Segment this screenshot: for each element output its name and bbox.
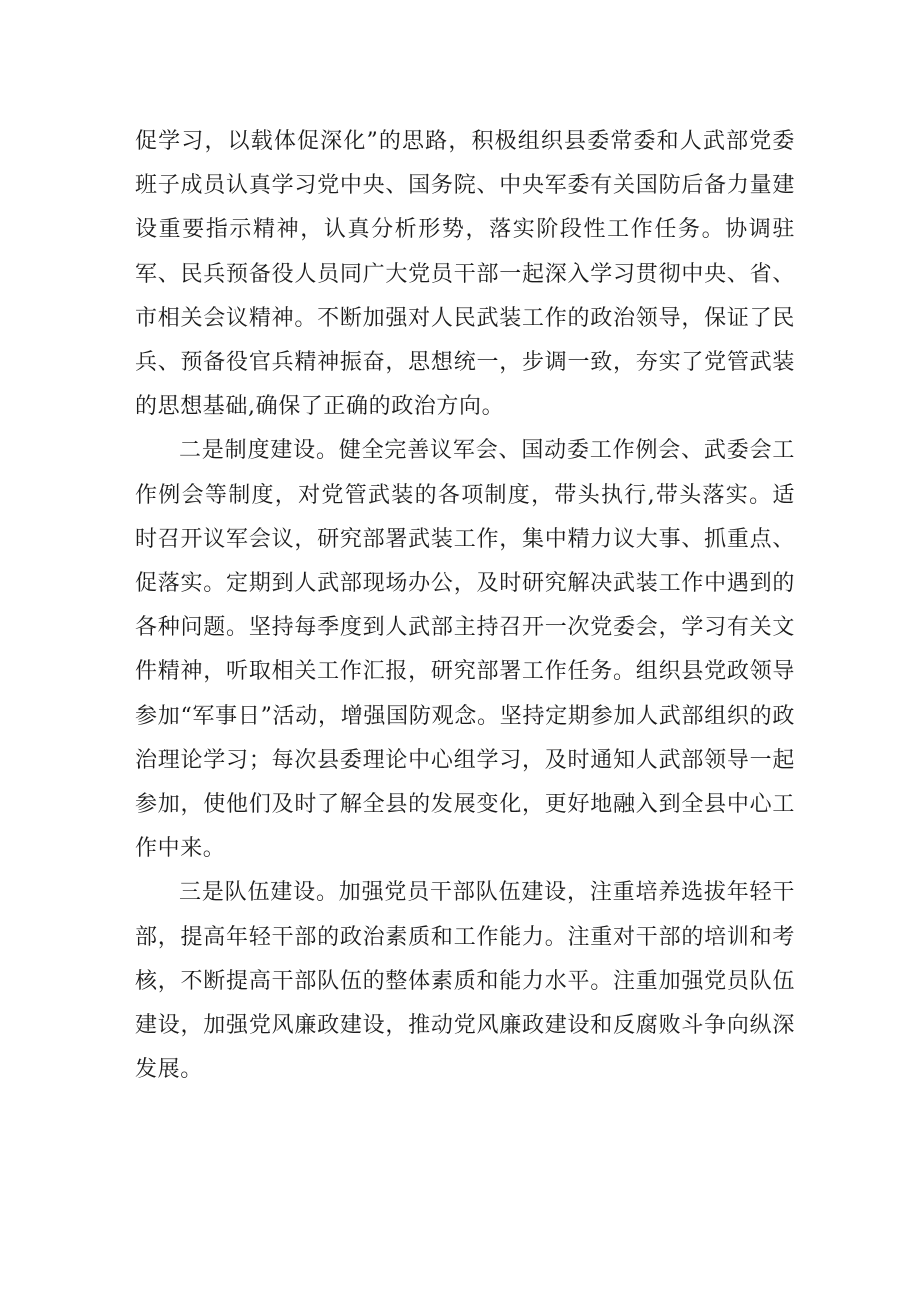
paragraph-study-continuation: 促学习，以载体促深化”的思路，积极组织县委常委和人武部党委班子成员认真学习党中央、国务院、中央军委有关国防后备力量建设重要指示精神，认真分析形势，落实阶段性工作任务。协调驻军、民兵预备役人员同广大党员干部一起深入学习贯彻中央、省、市相关会议精神。不断加强对人民武装工作的政治领导，保证了民兵、预备役官兵精神振奋，思想统一，步调一致，夯实了党管武装的思想基础,确保了正确的政治方向。	[135, 129, 795, 420]
paragraph-system-building: 二是制度建设。健全完善议军会、国动委工作例会、武委会工作例会等制度，对党管武装的各项制度，带头执行,带头落实。适时召开议军会议，研究部署武装工作，集中精力议大事、抓重点、促落实。定期到人武部现场办公，及时研究解决武装工作中遇到的各种问题。坚持每季度到人武部主持召开一次党委会，学习有关文件精神，听取相关工作汇报，研究部署工作任务。组织县党政领导参加“军事日”活动，增强国防观念。坚持定期参加人武部组织的政治理论学习；每次县委理论中心组学习，及时通知人武部领导一起参加，使他们及时了解全县的发展变化，更好地融入到全县中心工作中来。	[135, 438, 795, 862]
document-body	[135, 120, 795, 1092]
paragraph-team-building: 三是队伍建设。加强党员干部队伍建设，注重培养选拔年轻干部，提高年轻干部的政治素质和工作能力。注重对干部的培训和考核，不断提高干部队伍的整体素质和能力水平。注重加强党员队伍建设，加强党风廉政建设，推动党风廉政建设和反腐败斗争向纵深发展。	[135, 880, 795, 1083]
